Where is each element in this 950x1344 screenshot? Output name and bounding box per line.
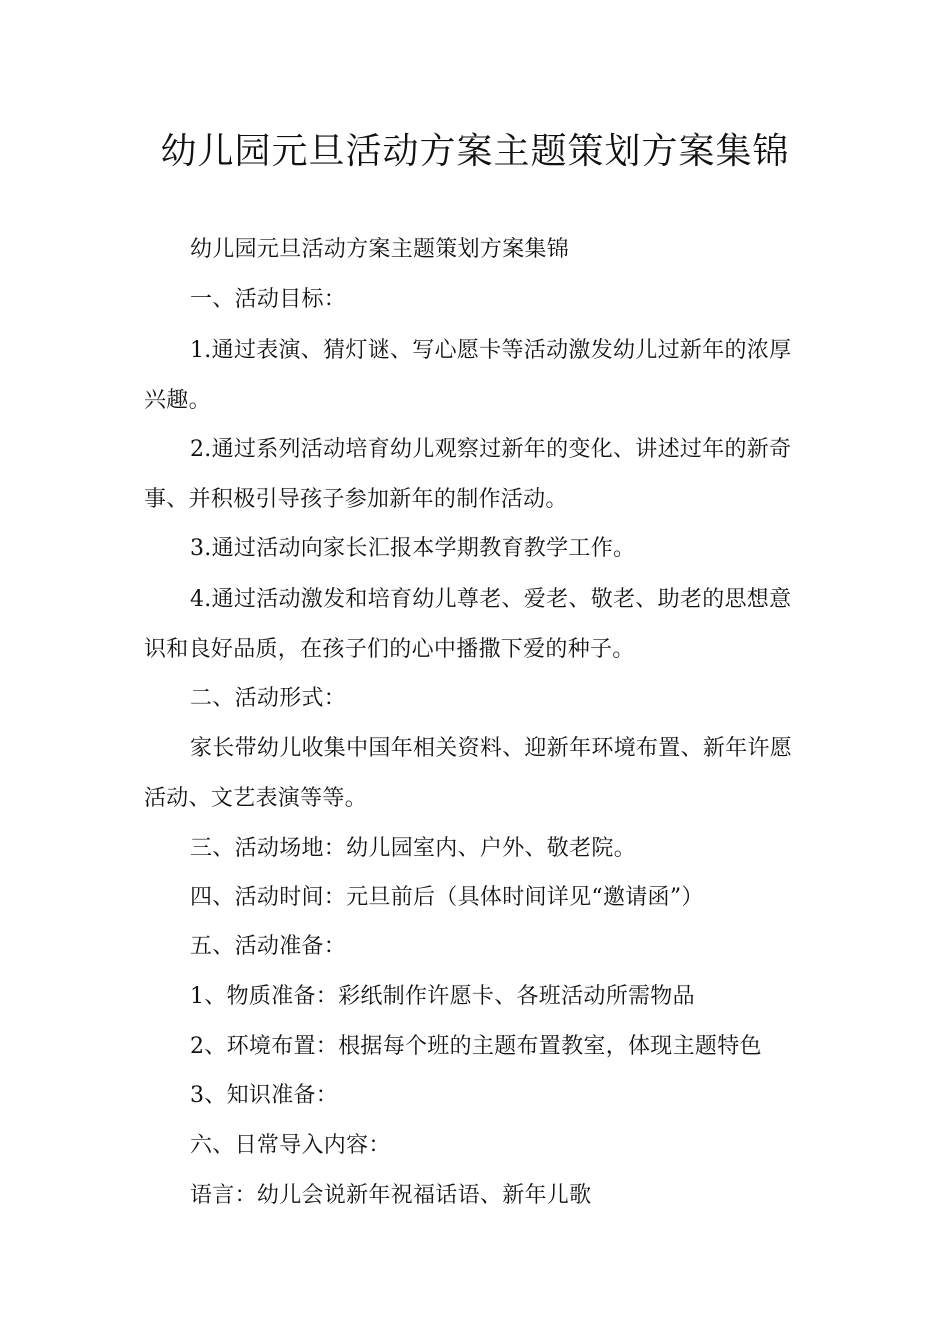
paragraph-environment: 2、环境布置：根据每个班的主题布置教室，体现主题特色 [190,1034,762,1059]
heading-daily-content: 六、日常导入内容： [190,1133,391,1158]
document-title: 幼儿园元旦活动方案主题策划方案集锦 [160,131,790,172]
heading-preparation: 五、活动准备： [190,934,347,959]
heading-activity-form: 二、活动形式： [190,686,347,711]
paragraph-activity-form: 家长带幼儿收集中国年相关资料、迎新年环境布置、新年许愿活动、文艺表演等等。 [144,736,793,811]
paragraph-subtitle: 幼儿园元旦活动方案主题策划方案集锦 [190,237,570,262]
heading-activity-goals: 一、活动目标： [190,287,347,312]
paragraph-goal-2: 2.通过系列活动培育幼儿观察过新年的变化、讲述过年的新奇事、并积极引导孩子参加新年的制作活动。 [144,437,792,512]
paragraph-knowledge-prep: 3、知识准备： [190,1083,339,1108]
paragraph-venue: 三、活动场地：幼儿园室内、户外、敬老院。 [190,836,637,861]
paragraph-goal-4: 4.通过活动激发和培育幼儿尊老、爱老、敬老、助老的思想意识和良好品质，在孩子们的心中播撒下爱的种子。 [144,587,792,662]
paragraph-language: 语言：幼儿会说新年祝福话语、新年儿歌 [190,1183,592,1208]
paragraph-goal-1: 1.通过表演、猜灯谜、写心愿卡等活动激发幼儿过新年的浓厚兴趣。 [144,338,792,413]
paragraph-goal-3: 3.通过活动向家长汇报本学期教育教学工作。 [190,536,636,561]
paragraph-time: 四、活动时间：元旦前后（具体时间详见“邀请函”） [190,885,704,910]
paragraph-material-prep: 1、物质准备：彩纸制作许愿卡、各班活动所需物品 [190,984,695,1009]
